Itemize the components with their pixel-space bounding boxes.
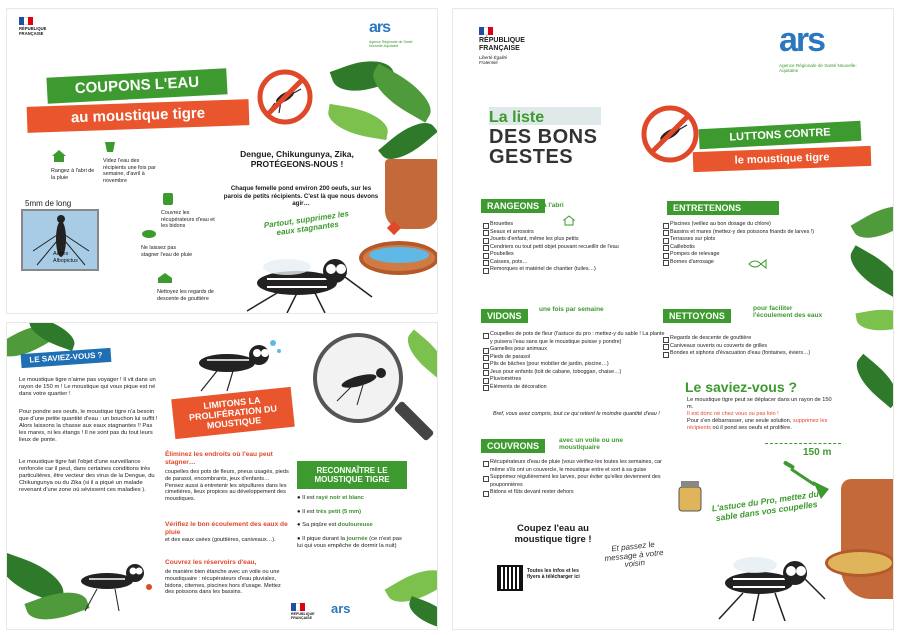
- luttons-title-line1: LUTTONS CONTRE: [699, 121, 862, 149]
- saviez-p2: Il est donc né chez vous ou pas loin !: [687, 411, 779, 417]
- plant-leaf: [855, 305, 894, 335]
- vidons-head: VIDONS: [481, 309, 528, 323]
- vidons-list: [483, 331, 667, 391]
- checklist-item: Éléments de décoration: [483, 384, 667, 392]
- rangeons-list: [483, 221, 659, 274]
- luttons-title-line2: le moustique tigre: [693, 146, 872, 172]
- devise: Liberté Égalité Fraternité: [479, 55, 508, 65]
- republique-logo: [479, 27, 539, 65]
- checklist-item: Pompes de relevage: [663, 251, 819, 259]
- saviez-title: LE SAVIEZ-VOUS ?: [21, 348, 112, 368]
- cloud-icon: [141, 228, 157, 240]
- fish-icon: [747, 257, 767, 271]
- checklist-item: Caniveaux ouverts ou couverts de grilles: [663, 343, 825, 351]
- checklist-item: Supprimez régulièrement les larves, pour éviter qu'elles deviennent des pouponnières: [483, 474, 663, 489]
- french-flag-icon: [479, 27, 493, 35]
- republique-logo: [19, 17, 59, 36]
- french-flag-icon: [19, 17, 33, 25]
- checklist-item: Plis de bâches (pour mobilier de jardin, piscine…): [483, 361, 667, 369]
- couvrons-list: [483, 459, 663, 497]
- gutter-icon: [157, 272, 173, 284]
- nettoyons-list: [663, 335, 825, 358]
- checklist-item: Pluviomètres: [483, 376, 667, 384]
- rain-barrel-icon: [161, 191, 175, 205]
- checklist-item: Récupérateurs d'eau de pluie (vous vérifiez-les toutes les semaines, car même s'ils ont un couvercle, le moustique entre et sort à sa guise: [483, 459, 663, 474]
- flyer-saviez-vous: [6, 322, 438, 630]
- plant-leaf: [365, 63, 438, 122]
- bons-gestes-title: DES BONS GESTES: [489, 126, 598, 168]
- magnifier-inset: [21, 209, 99, 271]
- passez-text: Et passez le message à votre voisin: [604, 539, 664, 570]
- distance-label: 150 m: [803, 447, 832, 458]
- qr-caption: Toutes les infos et les flyers à télécharger ici: [527, 568, 580, 580]
- ars-logo: ars: [369, 19, 391, 36]
- mosquito-icon: [317, 337, 399, 419]
- ars-logo: ars: [779, 21, 825, 59]
- plant-leaf: [851, 196, 894, 249]
- astuce-text: L'astuce du Pro, mettez du sable dans vos coupelles: [711, 488, 820, 523]
- saviez-paragraph-1: Le moustique tigre n'aime pas voyager ! Il vit dans un rayon de 150 m ! Le moustique qui vous pique est né dans votre quartier !: [19, 377, 156, 397]
- couvrons-head: COUVRONS: [481, 439, 545, 453]
- mosquito-illustration: [699, 543, 829, 623]
- republique-label: RÉPUBLIQUE FRANÇAISE: [479, 37, 525, 52]
- checklist-item: Coupelles de pots de fleur (l'astuce du pro : mettez-y du sable ! La plante y puisera l'eau sans que le moustique puisse y pondre): [483, 331, 667, 346]
- vidons-note: Bref, vous avez compris, tout ce qui retient le moindre quantité d'eau !: [493, 411, 660, 417]
- stagnant-water: [369, 247, 429, 263]
- magnifier-glass: [313, 333, 403, 423]
- list-item: ● Il pique durant la journée (ce n'est pas lui qui vous empêche de dormir la nuit): [297, 535, 402, 550]
- saviez-p3: Pour s'en débarrasser, une seule solution, supprimez les récipients où il pond ses oeufs et prolifère.: [687, 418, 828, 431]
- checklist-item: Seaux et arrosoirs: [483, 229, 659, 237]
- no-mosquito-icon: [641, 105, 699, 163]
- checklist-item: Jouets d'enfant, même les plus petits: [483, 236, 659, 244]
- checklist-item: Caillebotis: [663, 244, 819, 252]
- tip-rangez: Rangez à l'abri de la pluie: [51, 149, 97, 181]
- title-coupons-leau: COUPONS L'EAU: [46, 68, 227, 103]
- saviez-p1: Le moustique tigre peut se déplacer dans un rayon de 150 m.: [687, 397, 832, 410]
- checklist-item: Remorques et matériel de chantier (tuiles…): [483, 266, 659, 274]
- bucket-icon: [103, 139, 117, 153]
- list-item: ● Il est rayé noir et blanc: [297, 495, 364, 501]
- saviez-paragraph-3: Le moustique tigre fait l'objet d'une surveillance renforcée car il peut, dans certaines conditions très particulières, être vecteur des virus de la Dengue, du Chikungunya ou du Zika (si il a piqué un malade revenant d'une zone où sévissent ces maladies ).: [19, 459, 155, 493]
- mosquito-illustration: [67, 549, 157, 613]
- ars-subtitle: Agence Régionale de Santé Nouvelle-Aquitaine: [779, 63, 857, 74]
- checklist-item: Piscines (veillez au bon dosage du chlore): [663, 221, 819, 229]
- verif-title: Vérifiez le bon écoulement des eaux de pluie: [165, 521, 288, 536]
- distance-line: [765, 443, 841, 444]
- tip-ne-laissez-pas: Ne laissez pas stagner l'eau de pluie: [141, 227, 195, 258]
- reconnaitre-title: RECONNAÎTRE LE MOUSTIQUE TIGRE: [297, 461, 407, 489]
- liste-title: La liste: [489, 109, 545, 126]
- entretenons-head: ENTRETENONS: [667, 201, 779, 215]
- checklist-item: Cendriers ou tout petit objet pouvant recueillir de l'eau: [483, 244, 659, 252]
- french-flag-icon: [291, 603, 305, 611]
- rangeons-sub: à l'abri: [543, 202, 564, 209]
- title-moustique-tigre: au moustique tigre: [27, 99, 250, 133]
- rangeons-head: RANGEONS: [481, 199, 545, 213]
- republique-logo: RÉPUBLIQUE FRANÇAISE: [291, 603, 327, 620]
- sand-jar-icon: [675, 479, 705, 513]
- mosquito-illustration: [207, 245, 377, 314]
- reconnaitre-list: [297, 495, 407, 551]
- saviez-paragraph-2: Pour pondre ses oeufs, le moustique tigre n'a besoin que d'une petite quantité d'eau : un bouchon lui suffit ! Alors laissons la chasse aux eaux stagnantes !! Pas les mares, ni les étangs ! Il ne sont pas du tout leurs lieux de ponte.: [19, 409, 158, 443]
- list-item: ● Il est très petit (5 mm): [297, 508, 362, 515]
- checklist-item: Jeux pour enfants (toit de cabane, toboggan, chaise…): [483, 369, 667, 377]
- qr-code[interactable]: [497, 565, 523, 591]
- checklist-item: Regards de descente de gouttière: [663, 335, 825, 343]
- elim-title: Éliminez les endroits où l'eau peut stagner…: [165, 451, 273, 466]
- plant-leaf: [325, 104, 391, 140]
- tip-nettoyez: Nettoyez les regards de descente de gouttière: [157, 271, 227, 302]
- entretenons-list: [663, 221, 819, 266]
- list-item: ● Sa piqûre est douloureuse: [297, 522, 373, 529]
- verif-text: et des eaux usées (gouttières, caniveaux…).: [165, 537, 276, 543]
- sand-saucer: [825, 549, 894, 577]
- checklist-item: Poubelles: [483, 251, 659, 259]
- ars-subtitle: Agence Régionale de Santé Nouvelle-Aquitaine: [369, 40, 413, 48]
- couvrez-text: de manière bien étanche avec un voile ou une moustiquaire : récupérateurs d'eau pluviales, bidons, citernes, piscines hors d'usage. Mettez des poissons dans les bassins.: [165, 569, 281, 596]
- plant-leaf: [848, 354, 894, 408]
- mosquito-sweating-icon: [187, 333, 287, 393]
- elim-text: coupelles des pots de fleurs, pneus usagés, pieds de parasol, encombrants, jeux d'enfants… Pensez aussi à entretenir les sépultures dans les cimetières, lieux propices au développement des moustiques.: [165, 469, 289, 503]
- saviez-text: [687, 397, 837, 432]
- nettoyons-sub: pour faciliter l'écoulement des eaux: [753, 305, 823, 319]
- limitons-title: LIMITONS LA PROLIFÉRATION DU MOUSTIQUE: [171, 387, 295, 439]
- plant-leaf: [405, 596, 438, 630]
- plant-leaf: [843, 245, 894, 299]
- nettoyons-head: NETTOYONS: [663, 309, 731, 323]
- couvrons-sub: avec un voile ou une moustiquaire: [559, 437, 623, 451]
- republique-label: RÉPUBLIQUE FRANÇAISE: [19, 26, 47, 36]
- magnifier-label: Aedes Albopictus: [53, 251, 78, 264]
- checklist-item: Bondes et siphons d'évacuation d'eau (fontaines, éviers…): [663, 350, 825, 358]
- flyer-bons-gestes: [452, 8, 894, 630]
- checklist-item: Caisses, pots…: [483, 259, 659, 267]
- size-label: 5mm de long: [25, 199, 72, 208]
- flower-pot: [841, 479, 894, 599]
- flower-pot: [385, 159, 438, 229]
- eggs-text: Chaque femelle pond environ 200 oeufs, sur les parois de petits récipients. C'est là que nous devons agir…: [223, 185, 379, 208]
- vidons-sub: une fois par semaine: [539, 306, 604, 313]
- checklist-item: Bidons et fûts devant rester dehors: [483, 489, 663, 497]
- no-mosquito-icon: [257, 69, 313, 125]
- diseases-text: Dengue, Chikungunya, Zika, PROTÉGEONS-NOUS !: [240, 149, 354, 169]
- partout-text: Partout, supprimez les eaux stagnantes: [263, 209, 350, 238]
- checklist-item: Brouettes: [483, 221, 659, 229]
- flyer-coupons-leau: [6, 8, 438, 314]
- checklist-item: Pieds de parasol: [483, 354, 667, 362]
- checklist-item: Bornes d'arrosage: [663, 259, 819, 267]
- checklist-item: Bassins et mares (mettez-y des poissons friands de larves !): [663, 229, 819, 237]
- house-rain-icon: [51, 149, 67, 163]
- plant-leaf: [400, 330, 438, 379]
- ars-logo: ars: [331, 601, 351, 616]
- tip-couvrez: Couvrez les récupérateurs d'eau et les bidons: [161, 191, 217, 230]
- checklist-item: Gamelles pour animaux: [483, 346, 667, 354]
- magnifier-handle: [393, 400, 434, 441]
- couvrez-title: Couvrez les réservoirs d'eau,: [165, 559, 257, 566]
- tip-videz: Videz l'eau des récipients une fois par semaine, d'avril à novembre: [103, 139, 159, 184]
- coupez-text: Coupez l'eau au moustique tigre !: [514, 523, 592, 545]
- saviez-title: Le saviez-vous ?: [685, 379, 798, 395]
- checklist-item: Terrasses sur plots: [663, 236, 819, 244]
